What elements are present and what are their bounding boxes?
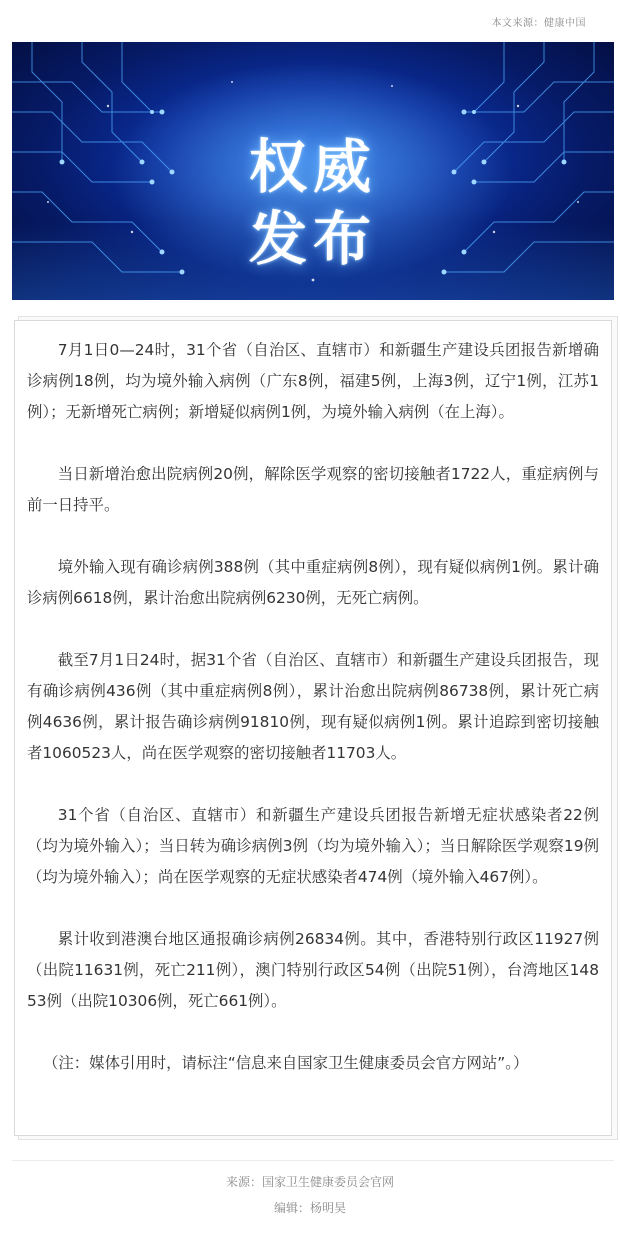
article-paragraph: 31个省（自治区、直辖市）和新疆生产建设兵团报告新增无症状感染者22例（均为境外输入）；当日转为确诊病例3例（均为境外输入）；当日解除医学观察19例（均为境外输入）；尚在医学观察的无症状感染者474例（境外输入467例）。 [27, 806, 599, 886]
article-paragraph: 截至7月1日24时，据31个省（自治区、直辖市）和新疆生产建设兵团报告，现有确诊病例436例（其中重症病例8例），累计治愈出院病例86738例，累计死亡病例4636例，累计报告确诊病例91810例，现有疑似病例1例。累计追踪到密切接触者1060523人，尚在医学观察的密切接触者11703人。 [27, 651, 599, 762]
article-paragraph: 当日新增治愈出院病例20例，解除医学观察的密切接触者1722人，重症病例与前一日持平。 [27, 465, 599, 514]
article-paragraph: 累计收到港澳台地区通报确诊病例26834例。其中，香港特别行政区11927例（出院11631例，死亡211例），澳门特别行政区54例（出院51例），台湾地区14853例（出院10306例，死亡661例）。 [27, 930, 599, 1010]
article-paragraph: 7月1日0—24时，31个省（自治区、直辖市）和新疆生产建设兵团报告新增确诊病例18例，均为境外输入病例（广东8例，福建5例，上海3例，辽宁1例，江苏1例）；无新增死亡病例；新增疑似病例1例，为境外输入病例（在上海）。 [27, 341, 599, 421]
article-card [14, 320, 612, 1136]
footer-source: 来源：国家卫生健康委员会官网 [225, 1175, 394, 1189]
banner-image [12, 42, 614, 300]
media-citation-note: （注：媒体引用时，请标注“信息来自国家卫生健康委员会官方网站”。） [43, 1054, 529, 1072]
banner-title-line1: 权威 [248, 133, 377, 201]
footer-divider [12, 1160, 614, 1161]
banner-title-line2: 发布 [248, 205, 377, 273]
article-source-header: 本文来源：健康中国 [491, 18, 586, 29]
footer-editor: 编辑：杨明昊 [273, 1201, 346, 1215]
article-paragraph: 境外输入现有确诊病例388例（其中重症病例8例），现有疑似病例1例。累计确诊病例6618例，累计治愈出院病例6230例，无死亡病例。 [27, 558, 599, 607]
